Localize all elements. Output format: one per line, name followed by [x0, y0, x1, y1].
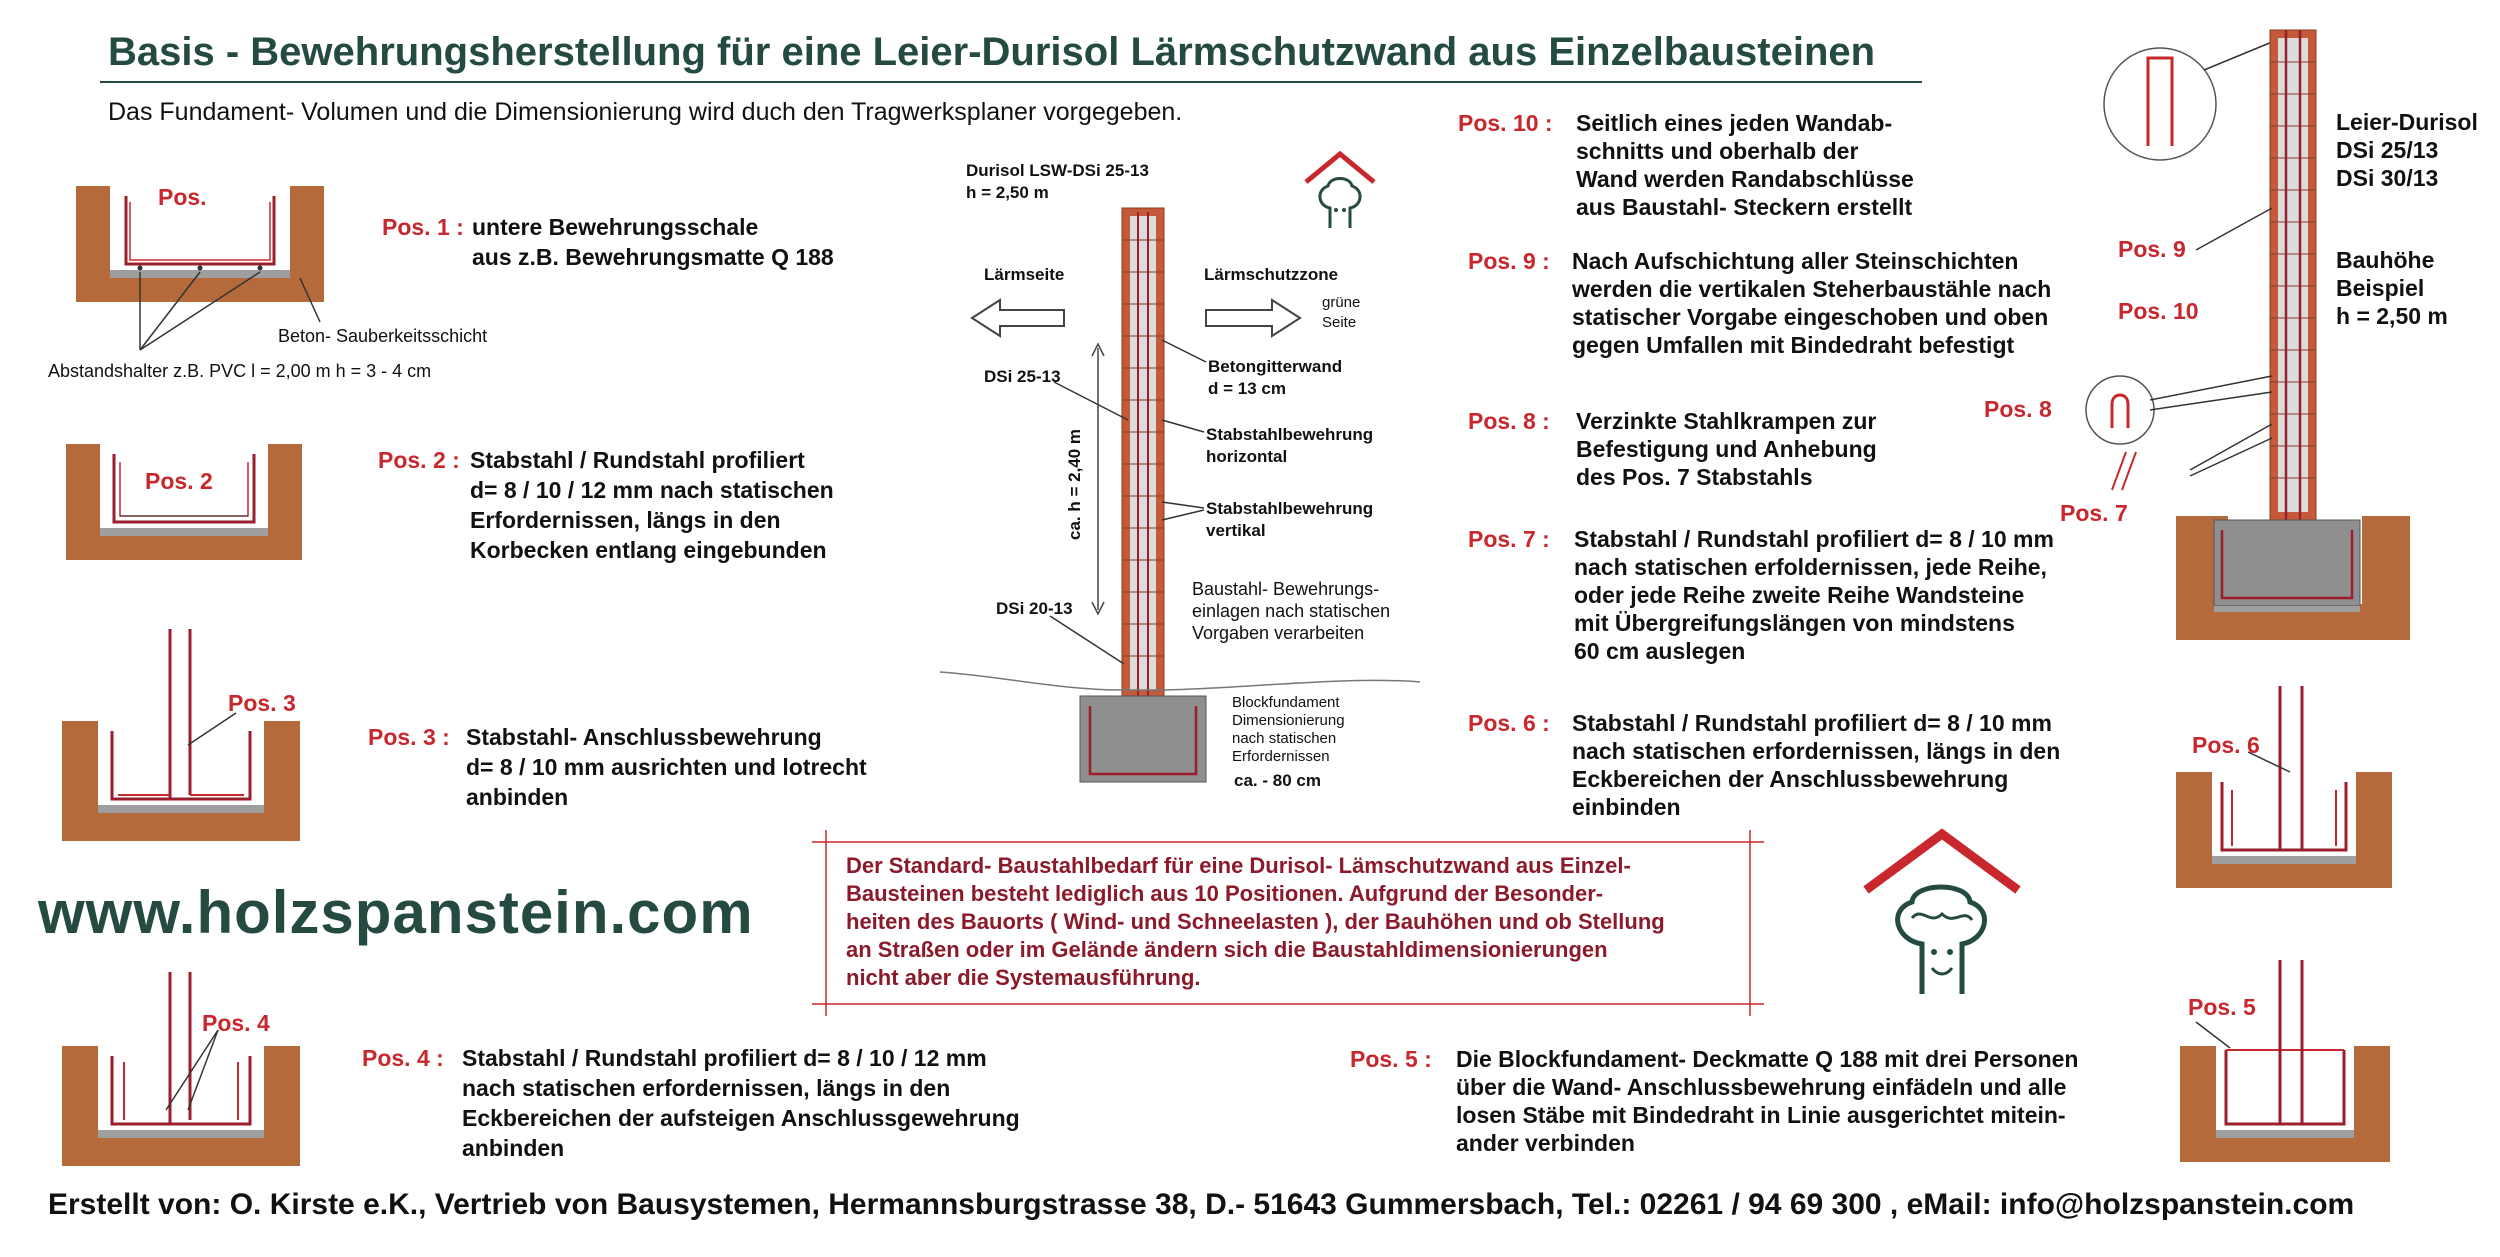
pos5-line: über die Wand- Anschlussbewehrung einfädeln und alle — [1456, 1074, 2067, 1100]
pos1-line: aus z.B. Bewehrungsmatte Q 188 — [472, 244, 834, 270]
pos5-line: Die Blockfundament- Deckmatte Q 188 mit drei Personen — [1456, 1046, 2079, 1072]
pos7-line: nach statischen erfoldernissen, jede Reihe, — [1574, 554, 2047, 580]
pos2-line: Erfordernissen, längs in den — [470, 507, 781, 533]
right-pos10-label: Pos. 10 — [2118, 298, 2199, 324]
pos1-label: Pos. 1 : — [382, 214, 464, 240]
pos10-line: Seitlich eines jeden Wandab- — [1576, 110, 1893, 136]
block-line: Blockfundament — [1232, 694, 1340, 711]
right-pos5-label: Pos. 5 — [2188, 994, 2256, 1020]
pos9-line: statischer Vorgabe eingeschoben und oben — [1572, 304, 2049, 330]
pos4-line: anbinden — [462, 1135, 565, 1161]
beton-label: Beton- Sauberkeitsschicht — [278, 326, 488, 346]
pos3-line: Stabstahl- Anschlussbewehrung — [466, 724, 822, 750]
fig2-label: Pos. 2 — [145, 468, 213, 494]
stab-vertikal-sub: vertikal — [1206, 521, 1266, 540]
pos6-label: Pos. 6 : — [1468, 710, 1550, 736]
right-pos9-label: Pos. 9 — [2118, 236, 2186, 262]
pos6-line: einbinden — [1572, 794, 1681, 820]
seite-label: Seite — [1322, 314, 1357, 331]
right-pos7-label: Pos. 7 — [2060, 500, 2128, 526]
bauhoehe-line: Beispiel — [2336, 275, 2425, 301]
pos4-line: Stabstahl / Rundstahl profiliert d= 8 / 10 / 12 mm — [462, 1045, 987, 1071]
block-line: Dimensionierung — [1232, 712, 1345, 729]
right-product-line: DSi 25/13 — [2336, 137, 2439, 163]
dsi2013-label: DSi 20-13 — [996, 599, 1073, 618]
pos10-line: Wand werden Randabschlüsse — [1576, 166, 1914, 192]
website-url: www.holzspanstein.com — [38, 879, 754, 946]
laermschutzzone-label: Lärmschutzzone — [1204, 265, 1339, 284]
pos7-line: Stabstahl / Rundstahl profiliert d= 8 / 10 mm — [1574, 526, 2054, 552]
stab-horizontal-sub: horizontal — [1206, 447, 1288, 466]
footer-contact: Erstellt von: O. Kirste e.K., Vertrieb von Bausystemen, Hermannsburgstrasse 38, D.- 51643 Gummersbach, Tel.: 02261 / 94 69 300 , eMail: info@holzspanstein.com — [48, 1188, 2355, 1221]
info-line: nicht aber die Systemausführung. — [846, 965, 1201, 990]
depth-label: ca. - 80 cm — [1234, 771, 1321, 790]
pos2-line: Stabstahl / Rundstahl profiliert — [470, 447, 805, 473]
info-line: an Straßen oder im Gelände ändern sich die Baustahldimensionierungen — [846, 937, 1608, 962]
stab-horizontal-label: Stabstahlbewehrung — [1206, 425, 1374, 444]
block-line: Erfordernissen — [1232, 748, 1330, 765]
gruene-label: grüne — [1322, 294, 1361, 311]
abstand-label: Abstandshalter z.B. PVC l = 2,00 m h = 3 - 4 cm — [48, 361, 432, 381]
pos5-line: ander verbinden — [1456, 1130, 1635, 1156]
pos6-line: Eckbereichen der Anschlussbewehrung — [1572, 766, 2009, 792]
pos4-line: Eckbereichen der aufsteigen Anschlussgewehrung — [462, 1105, 1020, 1131]
fig4-label: Pos. 4 — [202, 1010, 270, 1036]
pos2-line: d= 8 / 10 / 12 mm nach statischen — [470, 477, 834, 503]
right-product-line: DSi 30/13 — [2336, 165, 2439, 191]
pos10-label: Pos. 10 : — [1458, 110, 1553, 136]
pos8-line: des Pos. 7 Stabstahls — [1576, 464, 1813, 490]
right-pos6-label: Pos. 6 — [2192, 732, 2260, 758]
pos5-label: Pos. 5 : — [1350, 1046, 1432, 1072]
block-line: nach statischen — [1232, 730, 1337, 747]
pos7-label: Pos. 7 : — [1468, 526, 1550, 552]
pos9-line: Nach Aufschichtung aller Steinschichten — [1572, 248, 2019, 274]
betongitterwand-d-label: d = 13 cm — [1208, 379, 1286, 398]
right-pos8-label: Pos. 8 — [1984, 396, 2052, 422]
pos3-label: Pos. 3 : — [368, 724, 450, 750]
info-line: heiten des Bauorts ( Wind- und Schneelasten ), der Bauhöhen und ob Stellung — [846, 909, 1665, 934]
pos10-line: schnitts und oberhalb der — [1576, 138, 1859, 164]
pos2-label: Pos. 2 : — [378, 447, 460, 473]
fig1-label: Pos. — [158, 184, 207, 210]
dsi2513-label: DSi 25-13 — [984, 367, 1061, 386]
pos2-line: Korbecken entlang eingebunden — [470, 537, 827, 563]
pos6-line: Stabstahl / Rundstahl profiliert d= 8 / 10 mm — [1572, 710, 2052, 736]
fig3-label: Pos. 3 — [228, 690, 296, 716]
pos5-line: losen Stäbe mit Bindedraht in Linie ausgerichtet mitein- — [1456, 1102, 2066, 1128]
baustahl-line: einlagen nach statischen — [1192, 601, 1391, 621]
pos8-line: Befestigung und Anhebung — [1576, 436, 1877, 462]
pos10-line: aus Baustahl- Steckern erstellt — [1576, 194, 1913, 220]
height-dimension-label: ca. h = 2,40 m — [1065, 428, 1084, 540]
pos7-line: mit Übergreifungslängen von mindstens — [1574, 610, 2015, 636]
stab-vertikal-label: Stabstahlbewehrung — [1206, 499, 1374, 518]
pos9-line: gegen Umfallen mit Bindedraht befestigt — [1572, 332, 2015, 358]
subtitle: Das Fundament- Volumen und die Dimensionierung wird duch den Tragwerksplaner vorgegeben. — [108, 98, 1183, 126]
pos7-line: oder jede Reihe zweite Reihe Wandsteine — [1574, 582, 2025, 608]
center-height: h = 2,50 m — [966, 183, 1049, 202]
pos3-line: anbinden — [466, 784, 569, 810]
baustahl-line: Vorgaben verarbeiten — [1192, 623, 1365, 643]
right-product-line: Leier-Durisol — [2336, 109, 2478, 135]
info-line: Der Standard- Baustahlbedarf für eine Durisol- Lämschutzwand aus Einzel- — [846, 853, 1631, 878]
betongitterwand-label: Betongitterwand — [1208, 357, 1343, 376]
info-line: Bausteinen besteht lediglich aus 10 Positionen. Aufgrund der Besonder- — [846, 881, 1604, 906]
pos8-line: Verzinkte Stahlkrampen zur — [1576, 408, 1877, 434]
baustahl-line: Baustahl- Bewehrungs- — [1192, 579, 1380, 599]
pos3-line: d= 8 / 10 mm ausrichten und lotrecht — [466, 754, 867, 780]
pos9-line: werden die vertikalen Steherbaustähle nach — [1572, 276, 2052, 302]
center-product: Durisol LSW-DSi 25-13 — [966, 161, 1149, 180]
laermseite-label: Lärmseite — [984, 265, 1065, 284]
page-title: Basis - Bewehrungsherstellung für eine Leier-Durisol Lärmschutzwand aus Einzelbausteinen — [108, 30, 1876, 74]
pos7-line: 60 cm auslegen — [1574, 638, 1746, 664]
pos8-label: Pos. 8 : — [1468, 408, 1550, 434]
pos4-label: Pos. 4 : — [362, 1045, 444, 1071]
pos6-line: nach statischen erfordernissen, längs in den — [1572, 738, 2061, 764]
pos9-label: Pos. 9 : — [1468, 248, 1550, 274]
bauhoehe-line: h = 2,50 m — [2336, 303, 2448, 329]
pos1-line: untere Bewehrungsschale — [472, 214, 759, 240]
pos4-line: nach statischen erfordernissen, längs in den — [462, 1075, 951, 1101]
bauhoehe-line: Bauhöhe — [2336, 247, 2435, 273]
